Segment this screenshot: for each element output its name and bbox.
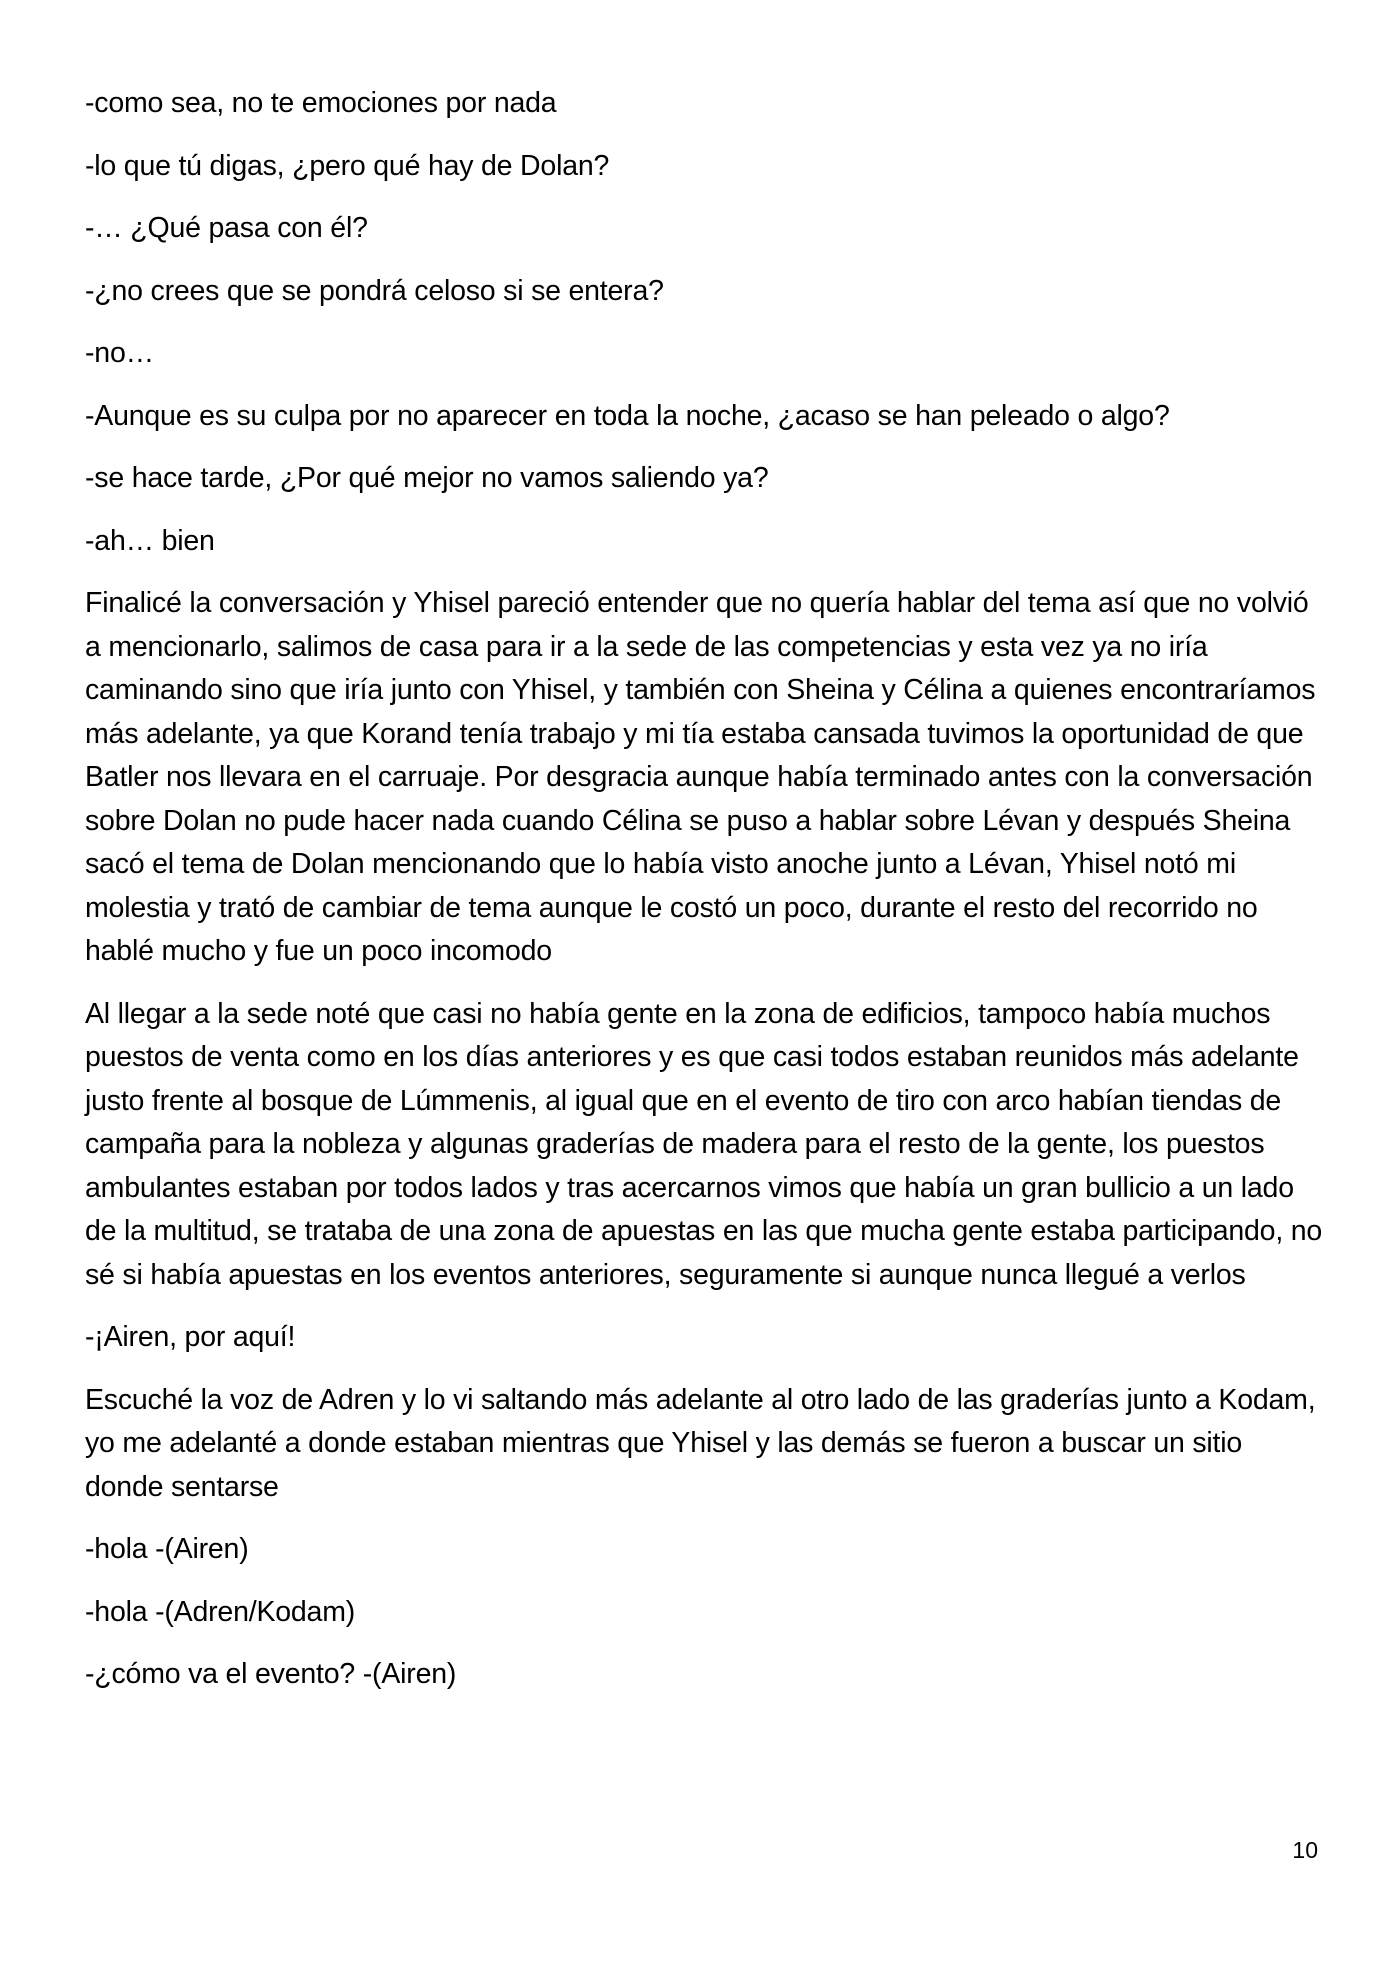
dialogue-line: -se hace tarde, ¿Por qué mejor no vamos saliendo ya? — [85, 462, 769, 494]
dialogue-line: -¡Airen, por aquí! — [85, 1321, 296, 1353]
page-number: 10 — [1292, 1837, 1318, 1863]
dialogue-line: -lo que tú digas, ¿pero qué hay de Dolan? — [85, 149, 610, 182]
narrative-paragraph: Finalicé la conversación y Yhisel pareció entender que no quería hablar del tema así que no volvió a mencionarlo, salimos de casa para ir a la sede de las competencias y esta vez ya no iría caminando sino que iría junto con Yhisel, y también con Sheina y Célina a quienes encontraríamos más adelante, ya que Korand tenía trabajo y mi tía estaba cansada tuvimos la oportunidad de que Batler nos llevara en el carruaje. Por desgracia aunque había terminado antes con la conversación sobre Dolan no pude hacer nada cuando Célina se puso a hablar sobre Lévan y después Sheina sacó el tema de Dolan mencionando que lo había visto anoche junto a Lévan, Yhisel notó mi molestia y trató de cambiar de tema aunque le costó un poco, durante el resto del recorrido no hablé mucho y fue un poco incomodo — [85, 587, 1316, 967]
narrative-paragraph: Escuché la voz de Adren y lo vi saltando más adelante al otro lado de las graderías junto a Kodam, yo me adelanté a donde estaban mientras que Yhisel y las demás se fueron a buscar un sitio donde sentarse — [85, 1383, 1316, 1503]
dialogue-line: -¿no crees que se pondrá celoso si se entera? — [85, 274, 664, 307]
dialogue-line: -¿cómo va el evento? -(Airen) — [85, 1658, 457, 1690]
dialogue-line: -no… — [85, 337, 154, 369]
dialogue-line: -… ¿Qué pasa con él? — [85, 212, 368, 244]
dialogue-line: -hola -(Adren/Kodam) — [85, 1595, 356, 1628]
dialogue-line: -ah… bien — [85, 524, 215, 557]
page-body — [85, 82, 1325, 1716]
dialogue-line: -Aunque es su culpa por no aparecer en toda la noche, ¿acaso se han peleado o algo? — [85, 399, 1170, 432]
dialogue-line: -como sea, no te emociones por nada — [85, 87, 557, 119]
narrative-paragraph: Al llegar a la sede noté que casi no había gente en la zona de edificios, tampoco había muchos puestos de venta como en los días anteriores y es que casi todos estaban reunidos más adelante justo frente al bosque de Lúmmenis, al igual que en el evento de tiro con arco habían tiendas de campaña para la nobleza y algunas graderías de madera para el resto de la gente, los puestos ambulantes estaban por todos lados y tras acercarnos vimos que había un gran bullicio a un lado de la multitud, se trataba de una zona de apuestas en las que mucha gente estaba participando, no sé si había apuestas en los eventos anteriores, seguramente si aunque nunca llegué a verlos — [85, 997, 1323, 1291]
dialogue-line: -hola -(Airen) — [85, 1533, 249, 1565]
